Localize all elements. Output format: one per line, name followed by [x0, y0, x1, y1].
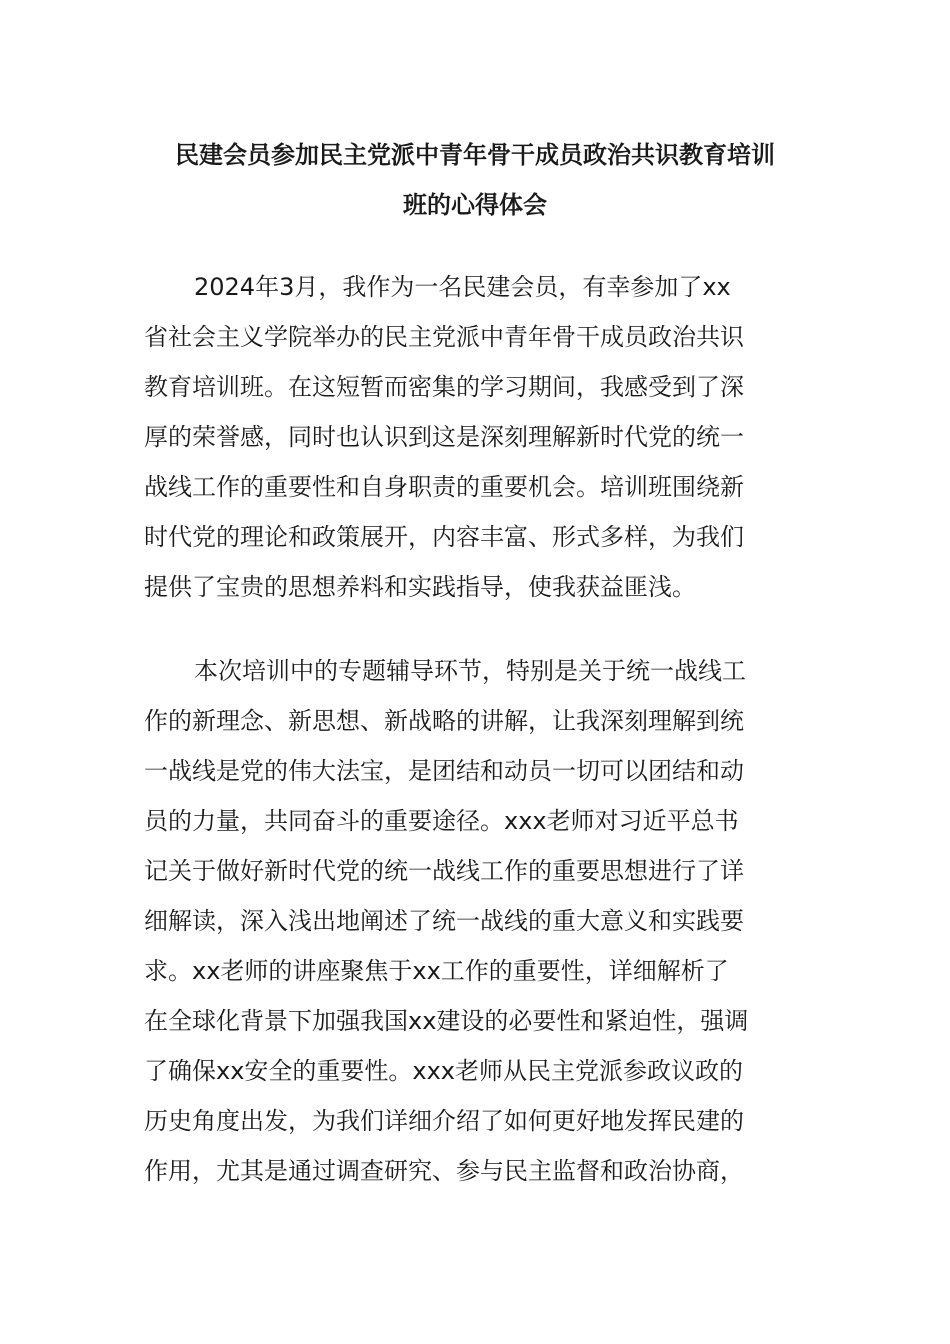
- paragraph-line: 在全球化背景下加强我国xx建设的必要性和紧迫性，强调: [144, 1007, 749, 1035]
- paragraph-line: 厚的荣誉感，同时也认识到这是深刻理解新时代党的统一: [144, 423, 744, 451]
- title-line: 班的心得体会: [403, 191, 547, 219]
- paragraph-line: 2024年3月，我作为一名民建会员，有幸参加了xx: [194, 273, 731, 301]
- paragraph-line: 战线工作的重要性和自身职责的重要机会。培训班围绕新: [144, 473, 744, 501]
- paragraph-line: 员的力量，共同奋斗的重要途径。xxx老师对习近平总书: [144, 807, 739, 835]
- paragraph-line: 作的新理念、新思想、新战略的讲解，让我深刻理解到统: [144, 707, 744, 735]
- paragraph-line: 求。xx老师的讲座聚焦于xx工作的重要性，详细解析了: [144, 957, 729, 985]
- paragraph-line: 时代党的理论和政策展开，内容丰富、形式多样，为我们: [144, 523, 744, 551]
- title-line: 民建会员参加民主党派中青年骨干成员政治共识教育培训: [175, 141, 775, 169]
- paragraph-line: 教育培训班。在这短暂而密集的学习期间，我感受到了深: [144, 373, 744, 401]
- paragraph-line: 了确保xx安全的重要性。xxx老师从民主党派参政议政的: [144, 1057, 744, 1085]
- paragraph-line: 历史角度出发，为我们详细介绍了如何更好地发挥民建的: [144, 1107, 744, 1135]
- paragraph-line: 一战线是党的伟大法宝，是团结和动员一切可以团结和动: [144, 757, 744, 785]
- paragraph-line: 本次培训中的专题辅导环节，特别是关于统一战线工: [194, 657, 746, 685]
- paragraph-line: 提供了宝贵的思想养料和实践指导，使我获益匪浅。: [144, 573, 696, 601]
- paragraph-line: 省社会主义学院举办的民主党派中青年骨干成员政治共识: [144, 323, 744, 351]
- document-title: [140, 130, 810, 230]
- paragraph-line: 作用，尤其是通过调查研究、参与民主监督和政治协商，: [144, 1157, 744, 1185]
- paragraph-2: [144, 646, 806, 1196]
- paragraph-line: 记关于做好新时代党的统一战线工作的重要思想进行了详: [144, 857, 744, 885]
- paragraph-1: [144, 262, 806, 612]
- paragraph-line: 细解读，深入浅出地阐述了统一战线的重大意义和实践要: [144, 907, 744, 935]
